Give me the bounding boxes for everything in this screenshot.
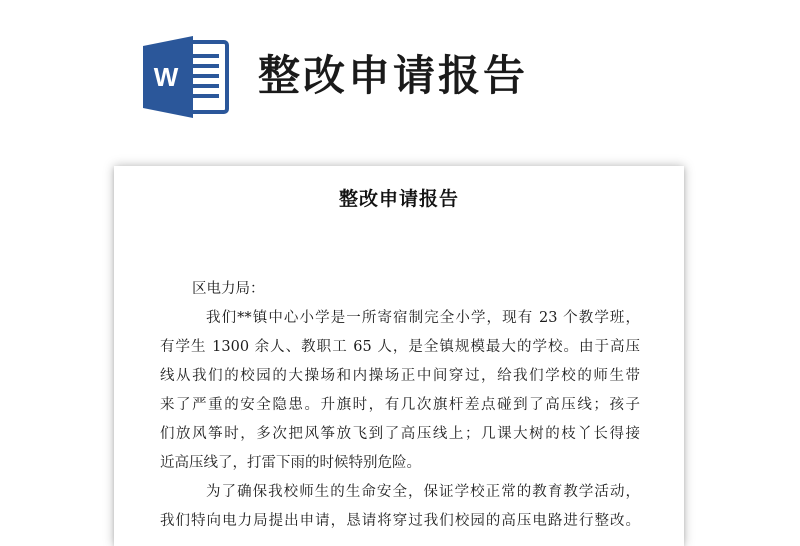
document-line: 有学生 1300 余人、教职工 65 人，是全镇规模最大的学校。由于高压 xyxy=(160,339,640,355)
document-page xyxy=(114,166,684,546)
document-line: 我们**镇中心小学是一所寄宿制完全小学，现有 23 个教学班， xyxy=(206,310,640,326)
document-line: 为了确保我校师生的生命安全，保证学校正常的教育教学活动， xyxy=(206,484,640,500)
header-band xyxy=(0,0,800,140)
document-line: 线从我们的校园的大操场和内操场正中间穿过，给我们学校的师生带 xyxy=(160,368,640,384)
page-title: 整改申请报告 xyxy=(258,51,529,100)
document-body xyxy=(160,275,640,536)
document-line: 区电力局： xyxy=(192,281,265,297)
document-line: 我们特向电力局提出申请，恳请将穿过我们校园的高压电路进行整改。 xyxy=(160,513,640,529)
document-line: 来了严重的安全隐患。升旗时，有几次旗杆差点碰到了高压线；孩子 xyxy=(160,397,640,413)
word-letter: W xyxy=(153,62,179,92)
document-title: 整改申请报告 xyxy=(338,188,459,210)
document-line: 们放风筝时，多次把风筝放飞到了高压线上；几课大树的枝丫长得接 xyxy=(160,426,640,442)
word-document-icon xyxy=(141,36,231,118)
document-line: 近高压线了，打雷下雨的时候特别危险。 xyxy=(160,455,421,471)
